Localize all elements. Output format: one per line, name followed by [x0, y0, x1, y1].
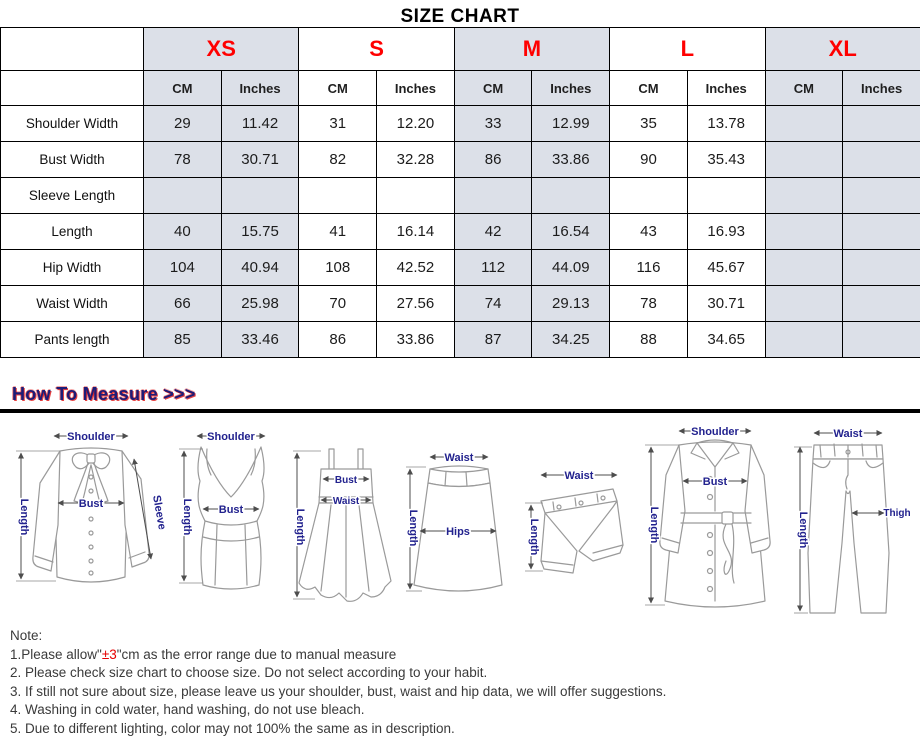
skirt-waist-label: Waist	[444, 452, 474, 464]
table-cell: 33.46	[221, 322, 299, 358]
table-cell: 16.93	[687, 214, 765, 250]
unit-header-xs-cm: CM	[144, 71, 222, 106]
table-cell: 90	[610, 142, 688, 178]
table-cell: 12.20	[377, 106, 455, 142]
tank-shoulder-label: Shoulder	[207, 431, 256, 443]
corner-cell	[1, 28, 144, 71]
table-cell	[765, 322, 843, 358]
unit-header-s-inches: Inches	[377, 71, 455, 106]
table-cell: 30.71	[687, 286, 765, 322]
size-header-xl: XL	[765, 28, 920, 71]
coat-bust-label: Bust	[702, 476, 727, 488]
table-cell: 16.14	[377, 214, 455, 250]
table-cell: 42.52	[377, 250, 455, 286]
table-cell: 34.25	[532, 322, 610, 358]
table-cell	[843, 250, 920, 286]
unit-header-s-cm: CM	[299, 71, 377, 106]
row-label: Sleeve Length	[1, 178, 144, 214]
row-label: Waist Width	[1, 286, 144, 322]
note-line-3: 3. If still not sure about size, please leave us your shoulder, bust, waist and hip data, we will offer suggestions.	[10, 683, 667, 699]
table-row	[1, 106, 920, 142]
skirt-hips-label: Hips	[446, 526, 470, 538]
diagram-tank-top	[173, 425, 285, 617]
pants-waist-label: Waist	[833, 428, 863, 440]
table-cell: 16.54	[532, 214, 610, 250]
table-cell	[843, 322, 920, 358]
blouse-length-label: Length	[18, 498, 30, 536]
table-row	[1, 142, 920, 178]
table-cell: 40.94	[221, 250, 299, 286]
table-cell: 35.43	[687, 142, 765, 178]
table-cell: 45.67	[687, 250, 765, 286]
table-cell: 74	[454, 286, 532, 322]
row-label: Length	[1, 214, 144, 250]
table-cell: 87	[454, 322, 532, 358]
table-cell: 13.78	[687, 106, 765, 142]
table-cell	[843, 142, 920, 178]
table-cell: 29.13	[532, 286, 610, 322]
table-cell: 108	[299, 250, 377, 286]
table-cell: 33.86	[532, 142, 610, 178]
table-cell	[843, 214, 920, 250]
shorts-waist-label: Waist	[564, 470, 594, 482]
table-cell: 34.65	[687, 322, 765, 358]
row-label: Hip Width	[1, 250, 144, 286]
unit-header-row	[1, 71, 920, 106]
table-cell: 15.75	[221, 214, 299, 250]
table-cell: 30.71	[221, 142, 299, 178]
notes-section	[10, 627, 920, 738]
pants-length-label: Length	[796, 511, 809, 549]
diagram-coat	[639, 421, 783, 625]
table-cell: 85	[144, 322, 222, 358]
table-cell: 86	[454, 142, 532, 178]
row-label: Bust Width	[1, 142, 144, 178]
table-cell: 78	[144, 142, 222, 178]
table-cell: 27.56	[377, 286, 455, 322]
size-chart-table	[0, 27, 920, 358]
table-cell: 35	[610, 106, 688, 142]
blouse-bust-label: Bust	[78, 498, 104, 510]
table-row	[1, 178, 920, 214]
table-cell	[765, 214, 843, 250]
table-cell: 33	[454, 106, 532, 142]
diagram-skirt	[404, 447, 512, 605]
dress-waist-label: Waist	[332, 496, 359, 507]
unit-header-xl-inches: Inches	[843, 71, 920, 106]
table-cell: 29	[144, 106, 222, 142]
table-cell	[377, 178, 455, 214]
note-line-5: 5. Due to different lighting, color may not 100% the same as in description.	[10, 720, 455, 736]
page-title: SIZE CHART	[400, 6, 520, 27]
diagram-pants	[788, 423, 912, 621]
table-cell: 11.42	[221, 106, 299, 142]
table-cell	[299, 178, 377, 214]
table-cell: 40	[144, 214, 222, 250]
table-row	[1, 250, 920, 286]
note-1-highlight: ±3	[101, 646, 117, 662]
size-header-s: S	[299, 28, 454, 71]
table-cell	[687, 178, 765, 214]
table-cell	[843, 286, 920, 322]
coat-shoulder-label: Shoulder	[690, 426, 739, 438]
size-header-row	[1, 28, 920, 71]
dress-length-label: Length	[293, 508, 306, 546]
table-cell: 66	[144, 286, 222, 322]
notes-heading: Note:	[10, 628, 43, 643]
note-1-prefix: 1.Please allow"	[10, 646, 102, 662]
table-row	[1, 286, 920, 322]
table-cell	[765, 250, 843, 286]
corner-cell-2	[1, 71, 144, 106]
dress-bust-label: Bust	[334, 475, 357, 486]
table-cell: 43	[610, 214, 688, 250]
table-cell	[765, 286, 843, 322]
table-cell: 32.28	[377, 142, 455, 178]
measure-diagrams	[0, 413, 920, 621]
unit-header-l-cm: CM	[610, 71, 688, 106]
size-header-xs: XS	[144, 28, 299, 71]
note-line-1	[10, 646, 920, 665]
table-row	[1, 214, 920, 250]
diagram-blouse	[8, 425, 168, 617]
table-cell: 88	[610, 322, 688, 358]
shorts-length-label: Length	[528, 518, 541, 556]
blouse-sleeve-label: Sleeve	[150, 494, 168, 531]
unit-header-l-inches: Inches	[687, 71, 765, 106]
tank-bust-label: Bust	[219, 504, 244, 516]
note-1-suffix: "cm as the error range due to manual measure	[116, 646, 397, 662]
blouse-shoulder-label: Shoulder	[67, 431, 115, 443]
table-cell: 42	[454, 214, 532, 250]
table-cell	[454, 178, 532, 214]
table-cell	[765, 106, 843, 142]
unit-header-xs-inches: Inches	[221, 71, 299, 106]
size-header-m: M	[454, 28, 609, 71]
unit-header-m-cm: CM	[454, 71, 532, 106]
table-cell	[144, 178, 222, 214]
table-cell	[221, 178, 299, 214]
note-line-2: 2. Please check size chart to choose size. Do not select according to your habit.	[10, 665, 488, 680]
size-header-l: L	[610, 28, 765, 71]
table-cell	[610, 178, 688, 214]
table-cell: 31	[299, 106, 377, 142]
table-cell	[843, 178, 920, 214]
table-cell	[765, 142, 843, 178]
table-cell: 25.98	[221, 286, 299, 322]
diagram-dress	[291, 443, 399, 615]
row-label: Pants length	[1, 322, 144, 358]
table-cell: 112	[454, 250, 532, 286]
table-cell	[532, 178, 610, 214]
table-cell: 44.09	[532, 250, 610, 286]
table-row	[1, 322, 920, 358]
table-cell: 12.99	[532, 106, 610, 142]
table-cell: 86	[299, 322, 377, 358]
table-cell	[765, 178, 843, 214]
note-line-4: 4. Washing in cold water, hand washing, do not use bleach.	[10, 702, 365, 717]
coat-length-label: Length	[647, 506, 660, 544]
table-cell: 70	[299, 286, 377, 322]
table-cell: 41	[299, 214, 377, 250]
table-cell: 104	[144, 250, 222, 286]
table-cell: 33.86	[377, 322, 455, 358]
row-label: Shoulder Width	[1, 106, 144, 142]
how-to-measure-heading: How To Measure >>>	[12, 384, 196, 404]
table-cell: 82	[299, 142, 377, 178]
pants-thigh-label: Thigh	[883, 508, 911, 519]
table-cell: 78	[610, 286, 688, 322]
diagram-shorts	[517, 465, 633, 597]
unit-header-m-inches: Inches	[532, 71, 610, 106]
tank-length-label: Length	[181, 498, 194, 536]
table-cell	[843, 106, 920, 142]
unit-header-xl-cm: CM	[765, 71, 843, 106]
table-cell: 116	[610, 250, 688, 286]
skirt-length-label: Length	[406, 509, 419, 547]
